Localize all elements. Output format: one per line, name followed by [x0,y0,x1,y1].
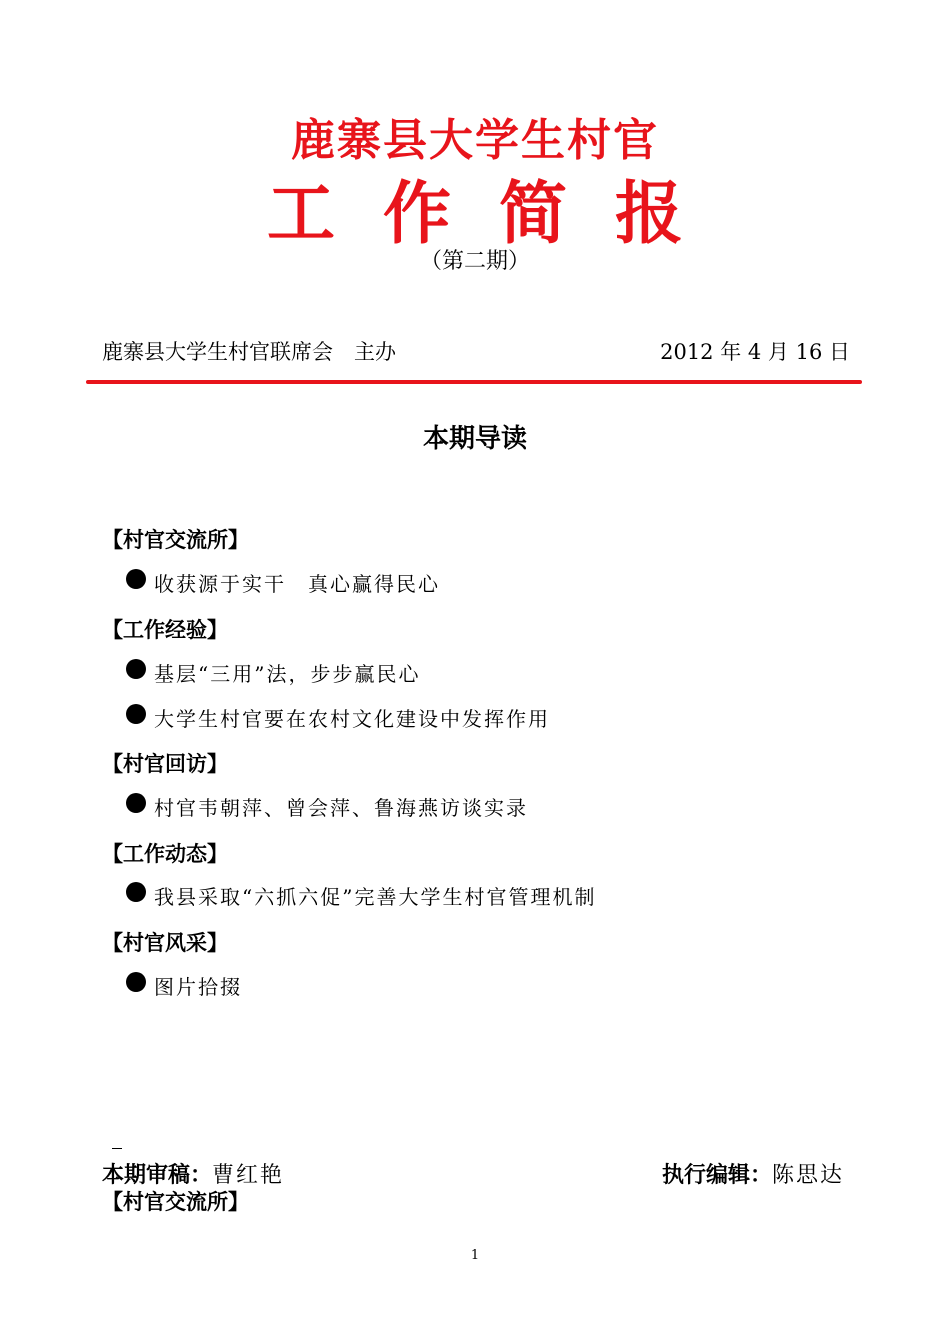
publisher: 鹿寨县大学生村官联席会 主办 [102,340,396,364]
toc-item [126,703,550,732]
toc-item-label: 村官韦朝萍、曾会萍、鲁海燕访谈实录 [154,796,528,820]
bullet-icon [126,972,146,992]
page-number: 1 [470,1248,480,1263]
title-line-2: 工作简报 [266,175,731,254]
header-divider [86,380,862,384]
toc-item [126,971,242,1000]
toc-item-label: 收获源于实干 真心赢得民心 [154,572,440,596]
reviewer-name: 曹红艳 [212,1163,285,1188]
toc-item [126,658,420,687]
footnote-dash [112,1148,122,1149]
toc-section-title: 【村官回访】 [102,752,228,776]
toc-item-label: 基层“三用”法，步步赢民心 [154,662,421,686]
bullet-icon [126,882,146,902]
toc-section-title: 【村官风采】 [102,931,228,955]
reviewer [102,1158,284,1189]
toc-section-title: 【工作经验】 [102,618,228,642]
editor [662,1158,844,1189]
bullet-icon [126,793,146,813]
toc-section-title: 【村官交流所】 [102,528,249,552]
title-line-1: 鹿寨县大学生村官 [291,115,659,166]
editor-name: 陈思达 [771,1163,844,1188]
toc-item-label: 图片拾掇 [154,975,242,999]
toc-heading: 本期导读 [422,424,527,454]
bullet-icon [126,569,146,589]
toc-item [126,792,528,821]
reviewer-label: 本期审稿： [102,1163,213,1188]
publish-date: 2012 年 4 月 16 日 [660,340,850,364]
bullet-icon [126,704,146,724]
issue-number: （第二期） [419,249,530,274]
editor-label: 执行编辑： [661,1163,772,1188]
footer-credits [102,1158,844,1189]
toc-item-label: 大学生村官要在农村文化建设中发挥作用 [154,707,550,731]
toc-item [126,568,440,597]
next-section-title: 【村官交流所】 [102,1190,249,1214]
toc-section-title: 【工作动态】 [102,842,228,866]
publisher-row [102,336,850,366]
toc-item-label: 我县采取“六抓六促”完善大学生村官管理机制 [154,885,597,909]
toc-item [126,881,596,910]
bullet-icon [126,659,146,679]
